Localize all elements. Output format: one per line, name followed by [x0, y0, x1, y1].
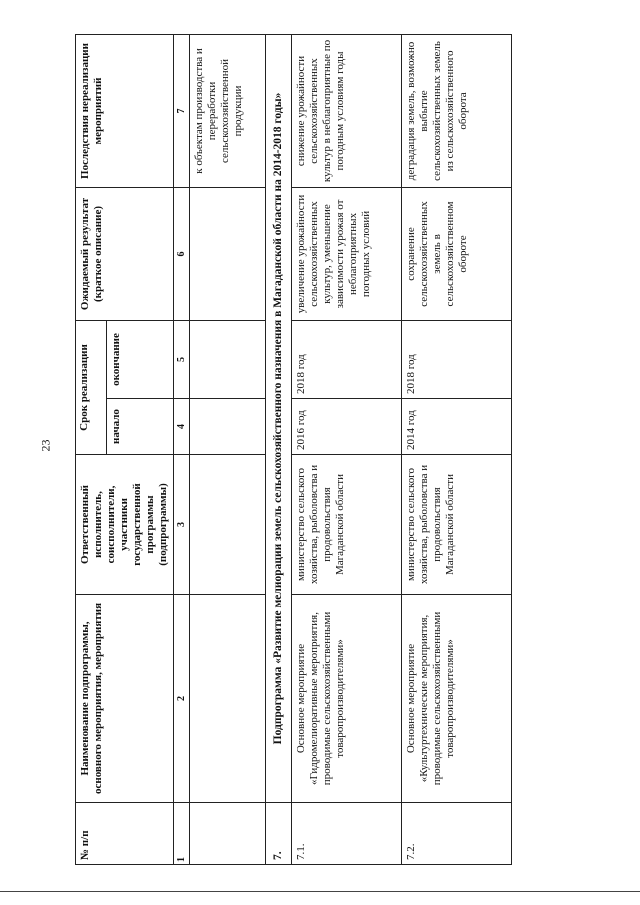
row-name: Основное мероприятие «Культуртехнические мероприятия, проводимые сельскохозяйственными товаропроизводителями» — [402, 595, 512, 803]
rotated-page-content — [75, 35, 505, 865]
section-title: Подпрограмма «Развитие мелиорации земель сельскохозяйственного назначения в Магаданской области на 2014-2018 годы» — [266, 34, 292, 802]
column-number: 3 — [174, 455, 190, 595]
header-period: Срок реализации — [76, 320, 107, 454]
row-name: Основное мероприятие «Гидромелиоративные мероприятия, проводимые сельскохозяйственными товаропроизводителями» — [292, 595, 402, 803]
section-num: 7. — [266, 803, 292, 865]
column-number: 6 — [174, 187, 190, 320]
column-number: 5 — [174, 320, 190, 398]
row-start: 2014 год — [402, 399, 512, 455]
row-start: 2016 год — [292, 399, 402, 455]
header-name: Наименование подпрограммы, основного мероприятия, мероприятия — [76, 595, 174, 803]
page-number: 23 — [38, 439, 53, 452]
column-number: 1 — [174, 803, 190, 865]
header-period-end: окончание — [107, 320, 174, 398]
column-number-row — [174, 34, 190, 864]
measures-table — [75, 34, 512, 865]
carryover-consequences: к объектам производства и переработки сельскохозяйственной продукции — [190, 34, 266, 187]
carryover-row — [190, 34, 266, 864]
column-number: 4 — [174, 399, 190, 455]
row-num: 7.2. — [402, 803, 512, 865]
column-number: 2 — [174, 595, 190, 803]
header-row — [76, 34, 107, 864]
header-result: Ожидаемый результат (краткое описание) — [76, 187, 174, 320]
row-consequences: деградация земель, возможно выбытие сельскохозяйственных земель из сельскохозяйственного оборота — [402, 34, 512, 187]
bottom-rule — [0, 891, 640, 892]
table-row — [292, 34, 402, 864]
header-num: № п/п — [76, 803, 174, 865]
row-result: сохранение сельскохозяйственных земель в сельскохозяйственном обороте — [402, 187, 512, 320]
row-executor: министерство сельского хозяйства, рыболовства и продовольствия Магаданской области — [292, 455, 402, 595]
header-consequences: Последствия нереализации мероприятий — [76, 34, 174, 187]
row-end: 2018 год — [292, 320, 402, 398]
column-number: 7 — [174, 34, 190, 187]
header-period-start: начало — [107, 399, 174, 455]
row-end: 2018 год — [402, 320, 512, 398]
row-num: 7.1. — [292, 803, 402, 865]
table-row — [402, 34, 512, 864]
header-executor: Ответственный исполнитель, соисполнители, участники государственной программы (подпрограммы) — [76, 455, 174, 595]
row-executor: министерство сельского хозяйства, рыболовства и продовольствия Магаданской области — [402, 455, 512, 595]
row-result: увеличение урожайности сельскохозяйственных культур, уменьшение зависимости урожая от неблагоприятных погодных условий — [292, 187, 402, 320]
section-row — [266, 34, 292, 864]
row-consequences: снижение урожайности сельскохозяйственных культур в неблагоприятные по погодным условиям годы — [292, 34, 402, 187]
